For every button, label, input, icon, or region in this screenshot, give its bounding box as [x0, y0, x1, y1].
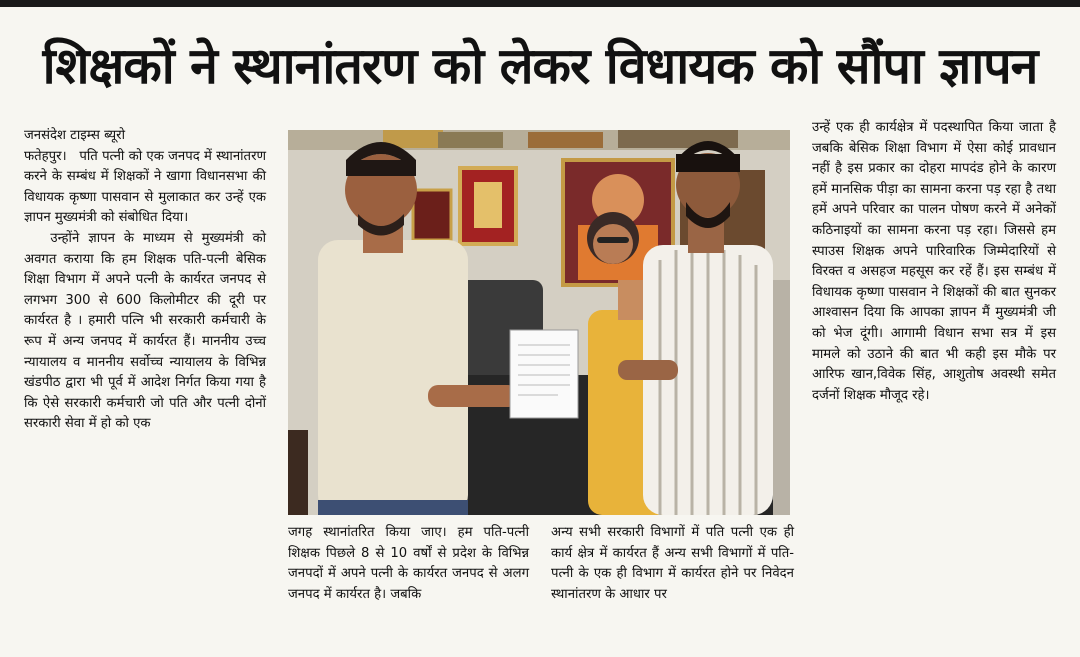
paragraph-1-text: पति पत्नी को एक जनपद में स्थानांतरण करने के सम्बंध में शिक्षकों ने खागा विधानसभा की विधायक कृष्णा पासवान से मुलाकात कर उन्हें एक ज्ञापन मुख्यमंत्री को संबोधित दिया।	[24, 148, 266, 226]
dateline: फतेहपुर।	[24, 148, 67, 164]
top-rule	[0, 0, 1080, 7]
news-photo	[288, 130, 790, 515]
article-column-3: अन्य सभी सरकारी विभागों में पति पत्नी एक ही कार्य क्षेत्र में कार्यरत हैं अन्य सभी विभागों में पति-पत्नी के एक ही विभाग में कार्यरत होने पर निवेदन स्थानांतरण के आधार पर	[551, 525, 794, 602]
byline: जनसंदेश टाइम्स ब्यूरो	[24, 128, 125, 143]
article-column-1	[24, 126, 266, 435]
paragraph-2: उन्होंने ज्ञापन के माध्यम से मुख्यमंत्री को अवगत कराया कि हम शिक्षक पति-पत्नी बेसिक शिक्षा विभाग में अपने पत्नी के कार्यरत जनपद से लगभग 300 से 600 किलोमीटर की दूरी पर कार्यरत है । हमारी पत्नि भी सरकारी कर्मचारी के रूप में अन्य जनपद में कार्यरत हैं। माननीय उच्च न्यायालय व माननीय सर्वोच्च न्यायालय के विभिन्न खंडपीठ द्वारा भी पूर्व में आदेश निर्गत किया गया है कि ऐसे सरकारी कर्मचारी जो पति और पत्नी दोनों सरकारी सेवा में हो को एक	[24, 230, 266, 432]
article-column-2: जगह स्थानांतरित किया जाए। हम पति-पत्नी शिक्षक पिछले 8 से 10 वर्षों से प्रदेश के विभिन्न जनपदों में अपने पत्नी के कार्यरत जनपद से अलग जनपद में कार्यरत है। जबकि	[288, 525, 529, 602]
photo-illustration	[288, 130, 790, 515]
headline: शिक्षकों ने स्थानांतरण को लेकर विधायक को सौंपा ज्ञापन	[42, 37, 1038, 95]
article-column-4: उन्हें एक ही कार्यक्षेत्र में पदस्थापित किया जाता है जबकि बेसिक शिक्षा विभाग में ऐसा कोई प्रावधान नहीं है इस प्रकार का दोहरा मापदंड होने के कारण हमें मानसिक पीड़ा का सामना करना पड़ रहा है तथा हमें अपने परिवार का पालन पोषण करने में अनेकों कठिनाइयों का सामना करना पड़ रहा। जिससे हम स्पाउस शिक्षक अपने पारिवारिक जिम्मेदारियों से विरक्त व असहज महसूस कर रहें हैं। इस सम्बंध में विधायक कृष्णा पासवान ने शिक्षकों की बात सुनकर आश्वासन दिया कि आपका ज्ञापन मैं मुख्यमंत्री जी को भेज दूंगी। आगामी विधान सभा सत्र में इस मामले को उठाने की बात भी कही इस मौके पर आरिफ खान,विवेक सिंह, आशुतोष अवस्थी समेत दर्जनों शिक्षक मौजूद रहे।	[812, 120, 1056, 403]
paragraph-1	[24, 147, 266, 229]
